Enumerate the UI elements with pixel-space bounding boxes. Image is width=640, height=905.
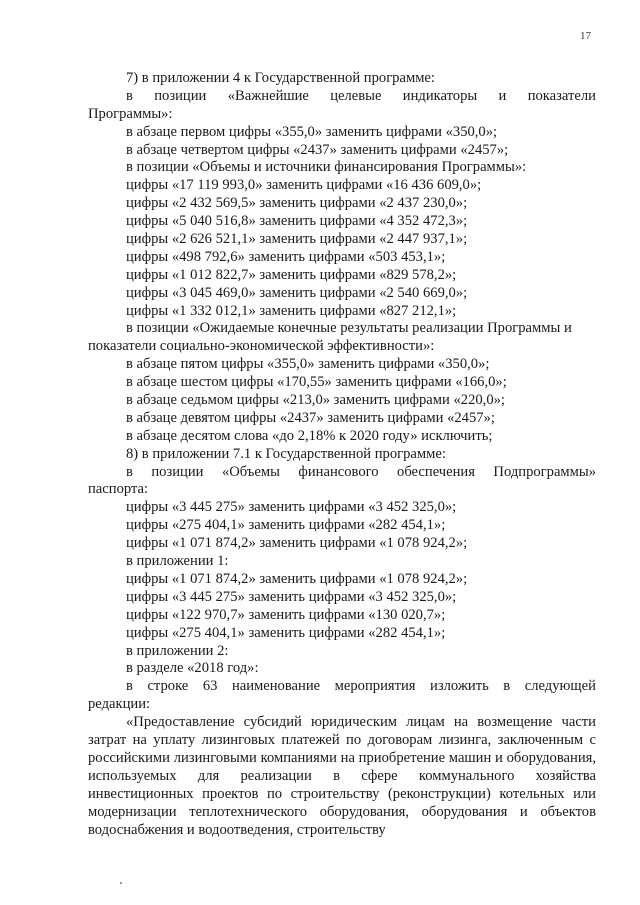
text-line: цифры «122 970,7» заменить цифрами «130 020,7»; [126,606,446,623]
quoted-measure-paragraph: «Предоставление субсидий юридическим лицам на возмещение части затрат на уплату лизинговых платежей по договорам лизинга, заключенным с российскими лизинговыми компаниями на приобретение машин и оборудования, используемых для реализации в сфере коммунального хозяйства инвестиционных проектов по строительству (реконструкции) котельных или модернизации теплотехнического оборудования, оборудования и объектов водоснабжения и водоотведения, строительству [88,714,596,838]
text-line: в абзаце девятом цифры «2437» заменить цифрами «2457»; [126,409,495,426]
word: позиции [154,87,207,104]
word: наименование [231,678,321,695]
word: показатели [527,87,596,104]
word: и [498,87,507,104]
word: «Важнейшие [227,87,309,104]
text-line: в абзаце четвертом цифры «2437» заменить цифрами «2457»; [126,141,509,158]
word: строке [147,678,189,695]
word: позиции [151,463,204,480]
text-line: цифры «3 045 469,0» заменить цифрами «2 540 669,0»; [126,284,468,301]
page-number: 17 [580,30,591,42]
text-line: в позиции «Объемы и источники финансирования Программы»: [126,159,527,176]
position-financing-line [88,464,596,482]
word: финансового [298,463,379,480]
text-line: цифры «5 040 516,8» заменить цифрами «4 352 472,3»; [126,213,468,230]
text-line: цифры «2 626 521,1» заменить цифрами «2 447 937,1»; [126,231,468,248]
position-indicators-line [88,88,596,106]
text-line: в абзаце десятом слова «до 2,18% к 2020 году» исключить; [126,427,493,444]
text-line: цифры «3 445 275» заменить цифрами «3 452 325,0»; [126,499,457,516]
text-line: в приложении 2: [126,642,229,659]
word: мероприятия [334,678,416,695]
word: в [126,463,133,480]
text-line: в абзаце пятом цифры «355,0» заменить цифрами «350,0»; [126,356,490,373]
row-63-line [88,678,596,696]
text-line: цифры «275 404,1» заменить цифрами «282 454,1»; [126,624,446,641]
item-7-heading: 7) в приложении 4 к Государственной программе: [126,70,435,86]
text-line: цифры «275 404,1» заменить цифрами «282 454,1»; [126,517,446,534]
text-line: показатели социально-экономической эффективности»: [88,338,435,355]
word: изложить [430,678,489,695]
text-line: цифры «1 071 874,2» заменить цифрами «1 078 924,2»; [126,535,468,552]
text-line: Программы»: [88,105,173,122]
item-8-heading: 8) в приложении 7.1 к Государственной программе: [126,445,446,462]
word: 63 [202,678,218,695]
scan-speck [120,882,122,884]
word: Подпрограммы» [493,463,596,480]
text-line: редакции: [88,696,151,713]
text-line: цифры «3 445 275» заменить цифрами «3 452 325,0»; [126,588,457,605]
word: в [503,678,511,695]
text-line: в приложении 1: [126,553,229,570]
text-line: цифры «17 119 993,0» заменить цифрами «16 436 609,0»; [126,177,482,194]
text-line: паспорта: [88,481,149,498]
text-line: цифры «1 332 012,1» заменить цифрами «827 212,1»; [126,302,457,319]
text-line: в абзаце шестом цифры «170,55» заменить цифрами «166,0»; [126,374,507,391]
text-line: в абзаце первом цифры «355,0» заменить цифрами «350,0»; [126,123,498,140]
text-line: цифры «1 071 874,2» заменить цифрами «1 078 924,2»; [126,570,468,587]
word: следующей [524,678,596,695]
word: в [126,678,133,695]
text-line: цифры «2 432 569,5» заменить цифрами «2 437 230,0»; [126,195,468,212]
text-line: в абзаце седьмом цифры «213,0» заменить цифрами «220,0»; [126,392,505,409]
text-line: цифры «1 012 822,7» заменить цифрами «829 578,2»; [126,266,457,283]
word: в [126,87,133,104]
text-line: в разделе «2018 год»: [126,660,259,677]
text-line: в позиции «Ожидаемые конечные результаты реализации Программы и [126,320,572,337]
word: «Объемы [221,463,280,480]
word: целевые [330,87,382,104]
word: обеспечения [397,463,475,480]
text-line: цифры «498 792,6» заменить цифрами «503 453,1»; [126,248,446,265]
word: индикаторы [402,87,478,104]
document-body [88,70,596,839]
